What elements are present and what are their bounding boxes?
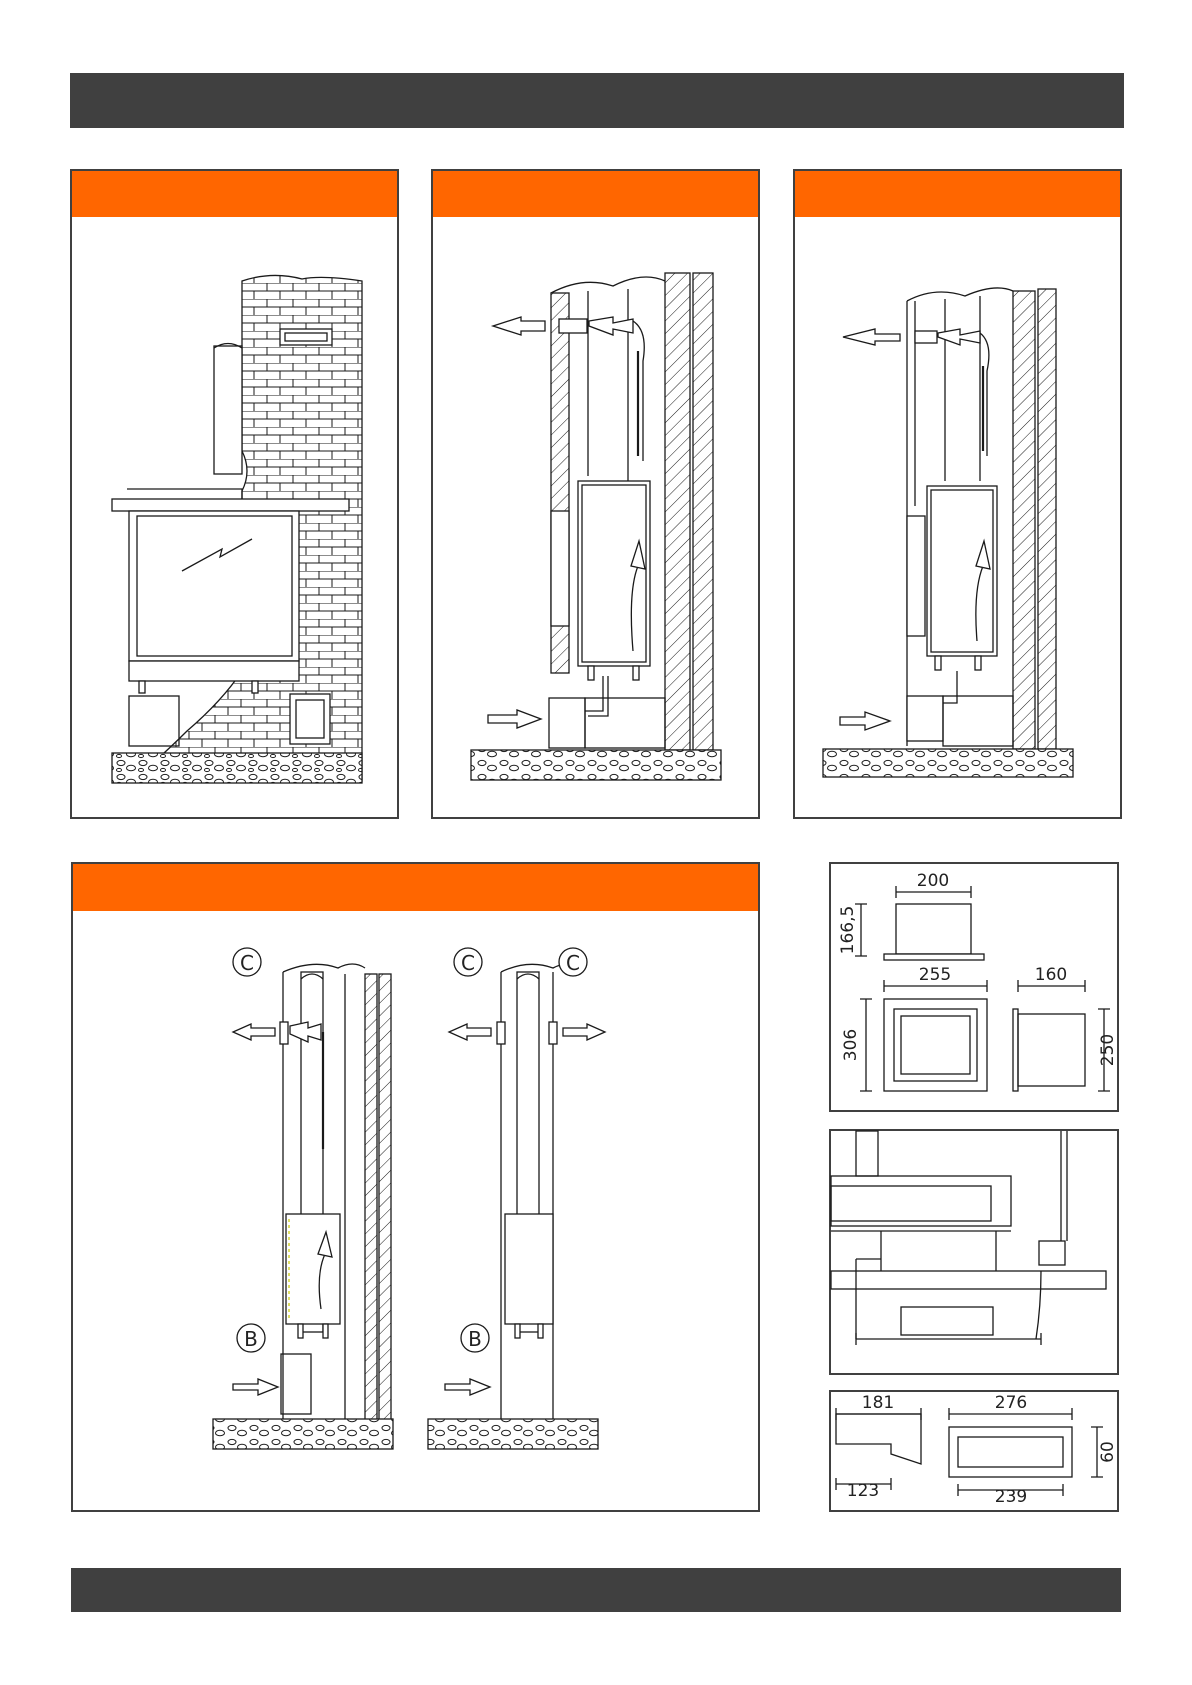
fireplace-body bbox=[129, 511, 299, 661]
dim-vent-inner-width: 239 bbox=[994, 1487, 1028, 1507]
dim-vent-depth: 181 bbox=[861, 1393, 895, 1413]
grille-dimension-drawing bbox=[831, 864, 1121, 1114]
outlet-arrow bbox=[493, 317, 545, 335]
dim-vent-height: 60 bbox=[1098, 1441, 1118, 1463]
flue-pipe bbox=[214, 346, 242, 474]
inlet-label-b1: B bbox=[244, 1327, 258, 1351]
dim-frame-height: 306 bbox=[841, 1028, 861, 1062]
outlet-label-c1: C bbox=[240, 951, 254, 975]
outlet-grille bbox=[559, 319, 587, 333]
ground bbox=[112, 753, 362, 783]
panel-installation-detail bbox=[829, 1129, 1119, 1375]
outlet-configuration-diagrams bbox=[73, 864, 762, 1514]
dim-box-depth: 160 bbox=[1034, 965, 1068, 985]
dim-frame-width: 255 bbox=[918, 965, 952, 985]
dim-vent-inner-depth: 123 bbox=[846, 1481, 880, 1501]
inlet-box bbox=[549, 698, 585, 748]
panel-wall-section-right bbox=[793, 169, 1122, 819]
single-outlet-diagram bbox=[213, 948, 393, 1449]
dim-grille-height: 166,5 bbox=[838, 905, 858, 955]
top-vent-grille bbox=[280, 329, 332, 345]
vent-dimension-drawing bbox=[831, 1392, 1121, 1514]
panel-brick-wall-installation bbox=[70, 169, 399, 819]
wall-section-diagram-1 bbox=[433, 171, 762, 821]
heater-unit-4 bbox=[505, 1214, 553, 1324]
installation-detail-drawing bbox=[831, 1131, 1121, 1377]
footer-bar bbox=[71, 1568, 1121, 1612]
dim-grille-width: 200 bbox=[916, 871, 950, 891]
fireplace-top-plate bbox=[112, 499, 349, 511]
header-bar bbox=[70, 73, 1124, 128]
inlet-arrow bbox=[488, 710, 541, 728]
panel-vent-dimensions bbox=[829, 1390, 1119, 1512]
heater-unit bbox=[578, 481, 650, 666]
inlet-label-b2: B bbox=[468, 1327, 482, 1351]
panel-wall-section-left bbox=[431, 169, 760, 819]
panel-grille-dimensions bbox=[829, 862, 1119, 1112]
dim-box-height: 250 bbox=[1098, 1033, 1118, 1067]
heater-unit-3 bbox=[286, 1214, 340, 1324]
outlet-label-c3: C bbox=[566, 951, 580, 975]
dim-vent-outer-width: 276 bbox=[994, 1393, 1028, 1413]
brick-wall-diagram bbox=[72, 171, 401, 821]
heater-unit-2 bbox=[927, 486, 997, 656]
panel-double-outlet-installation bbox=[71, 862, 760, 1512]
wall-section-diagram-2 bbox=[795, 171, 1124, 821]
outlet-label-c2: C bbox=[461, 951, 475, 975]
double-outlet-diagram bbox=[428, 948, 605, 1449]
